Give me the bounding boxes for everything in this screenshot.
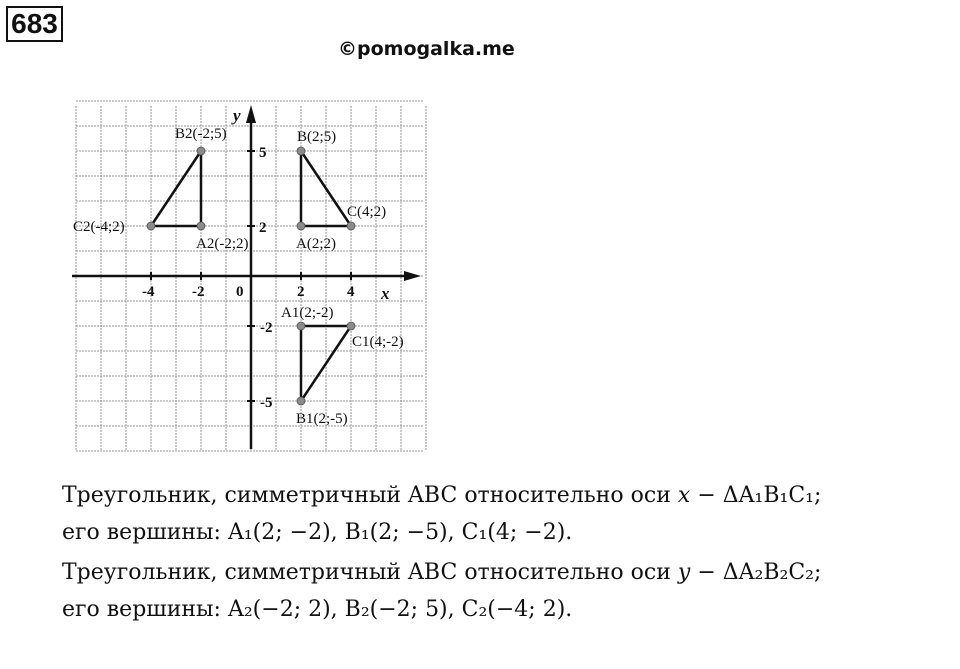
- y-tick-label: 5: [259, 145, 267, 161]
- x-tick-label: 0: [236, 284, 244, 300]
- vertex-point: [297, 397, 305, 405]
- solution-line-3: Треугольник, симметричный ABC относительно оси y − ΔA₂B₂C₂;: [62, 560, 822, 585]
- vertex-label: C1(4;-2): [352, 334, 404, 350]
- solution-line-1-text: Треугольник, симметричный ABC относительно оси: [62, 483, 678, 508]
- x-tick-label: -4: [142, 284, 155, 300]
- triangle-a1b1c1-name: ΔA₁B₁C₁;: [722, 483, 822, 508]
- vertex-point: [147, 222, 155, 230]
- vertex-label: A(2;2): [296, 236, 336, 252]
- axis-y-symbol: y: [677, 560, 691, 585]
- vertex-label: B1(2;-5): [296, 411, 348, 427]
- vertex-label: A2(-2;2): [196, 236, 249, 252]
- vertex-label: C(4;2): [347, 204, 387, 220]
- solution-line-2: его вершины: A₁(2; −2), B₁(2; −5), C₁(4; −2).: [62, 519, 573, 545]
- vertex-label: B(2;5): [297, 129, 337, 145]
- vertex-point: [297, 147, 305, 155]
- y-axis-label: y: [233, 106, 241, 125]
- solution-line-3-text: Треугольник, симметричный ABC относительно оси: [62, 560, 678, 585]
- y-axis-arrow: [246, 105, 256, 123]
- x-tick-label: 4: [347, 284, 355, 300]
- vertex-label: C2(-4;2): [73, 219, 125, 235]
- x-axis-arrow: [404, 271, 421, 281]
- y-tick-label: -2: [260, 320, 273, 336]
- vertex-point: [197, 222, 205, 230]
- axis-x-symbol: x: [677, 483, 691, 508]
- y-tick-label: -5: [260, 395, 273, 411]
- y-tick-label: 2: [259, 220, 267, 236]
- watermark: ©pomogalka.me: [338, 38, 515, 60]
- vertex-label: A1(2;-2): [281, 305, 334, 321]
- vertex-point: [347, 322, 355, 330]
- vertex-point: [297, 222, 305, 230]
- x-tick-label: -2: [192, 284, 205, 300]
- vertex-label: B2(-2;5): [175, 126, 227, 142]
- vertex-point: [297, 322, 305, 330]
- triangle-a2b2c2-name: ΔA₂B₂C₂;: [722, 560, 822, 585]
- solution-line-1: Треугольник, симметричный ABC относительно оси x − ΔA₁B₁C₁;: [62, 483, 822, 508]
- vertex-point: [347, 222, 355, 230]
- problem-number: 683: [6, 6, 63, 42]
- x-axis-label: x: [381, 284, 390, 303]
- x-tick-label: 2: [297, 284, 305, 300]
- solution-text: [62, 478, 952, 628]
- solution-line-4: его вершины: A₂(−2; 2), B₂(−2; 5), C₂(−4; 2).: [62, 596, 573, 622]
- vertex-point: [197, 147, 205, 155]
- coordinate-plane: [0, 0, 470, 475]
